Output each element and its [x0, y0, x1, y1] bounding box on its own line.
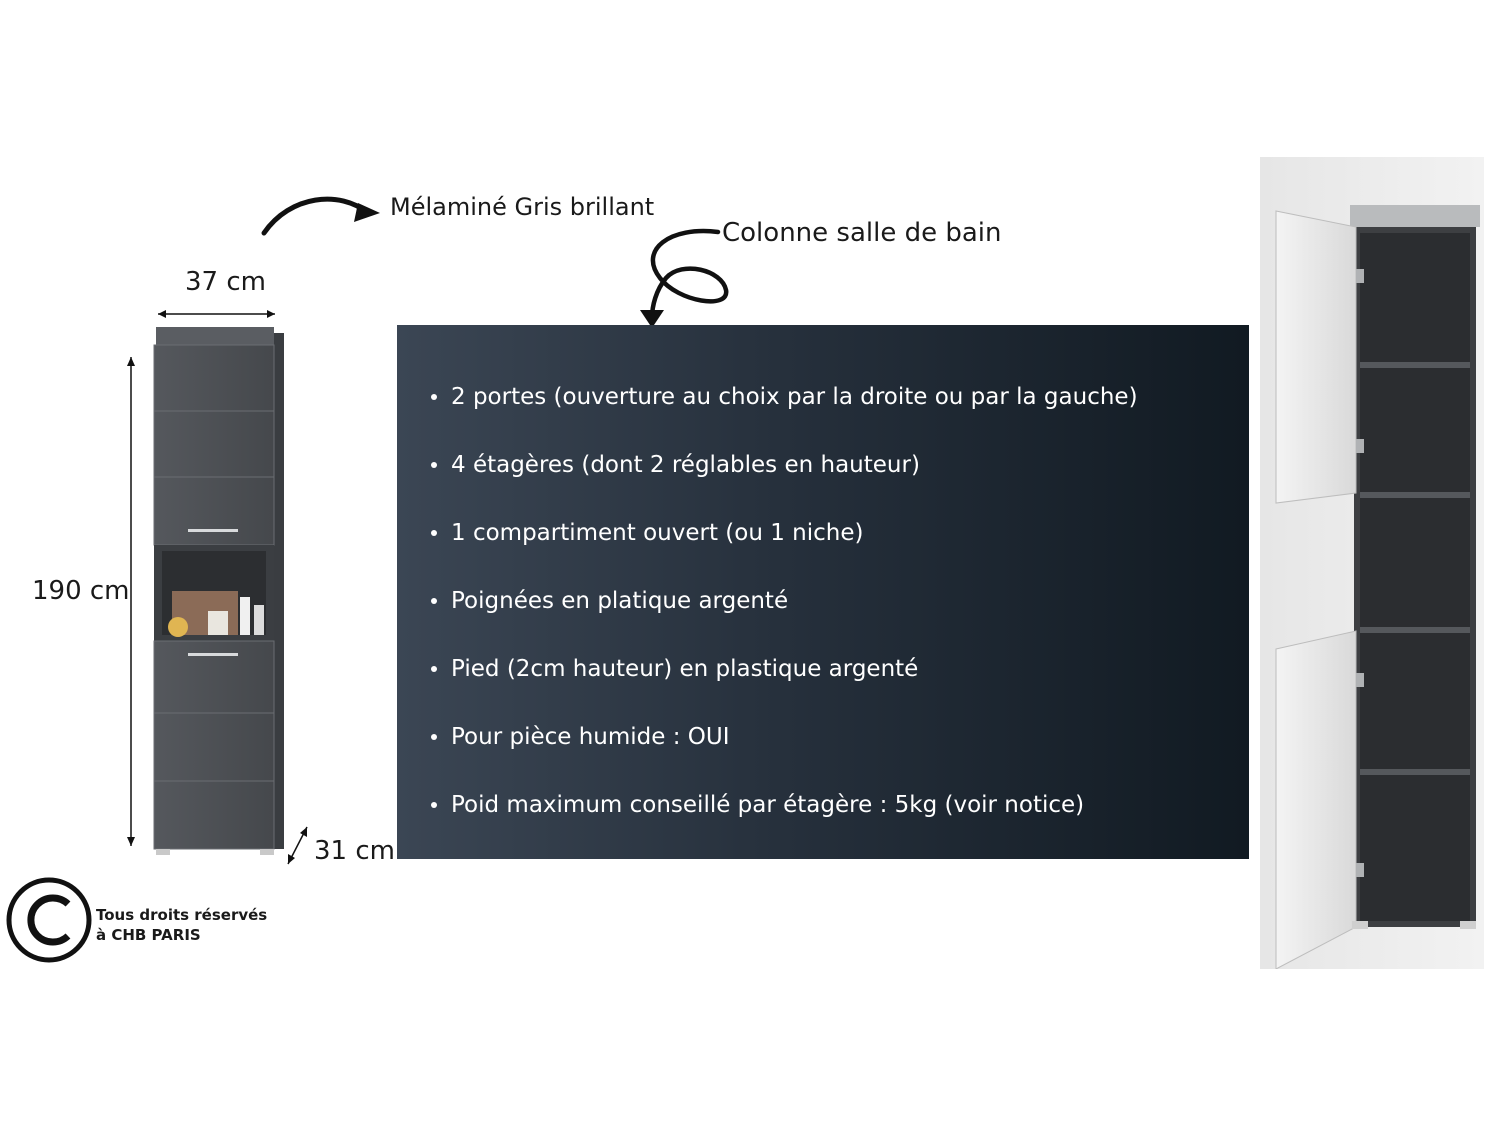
list-item [431, 567, 1138, 635]
feature-list [431, 363, 1138, 839]
list-item [431, 499, 1138, 567]
list-item [431, 363, 1138, 431]
feature-text: 4 étagères (dont 2 réglables en hauteur) [451, 452, 920, 478]
copyright-text [96, 905, 267, 945]
features-panel [397, 325, 1249, 859]
bullet-icon [431, 394, 437, 400]
cabinet-photo [1260, 157, 1484, 969]
bullet-icon [431, 598, 437, 604]
bullet-icon [431, 802, 437, 808]
feature-text: 1 compartiment ouvert (ou 1 niche) [451, 520, 864, 546]
copyright-line-1: Tous droits réservés [96, 906, 268, 924]
bullet-icon [431, 530, 437, 536]
list-item [431, 635, 1138, 703]
list-item [431, 431, 1138, 499]
copyright-line-2: à CHB PARIS [96, 926, 201, 944]
cabinet-illustration [150, 325, 290, 860]
feature-text: Pied (2cm hauteur) en plastique argenté [451, 656, 919, 682]
bullet-icon [431, 734, 437, 740]
product-label: Colonne salle de bain [722, 218, 1002, 248]
product-arrow-icon [630, 220, 740, 335]
finish-label: Mélaminé Gris brillant [390, 193, 655, 221]
feature-text: Pour pièce humide : OUI [451, 724, 730, 750]
dimension-depth: 31 cm [314, 836, 395, 866]
list-item [431, 771, 1138, 839]
feature-text: 2 portes (ouverture au choix par la droite ou par la gauche) [451, 384, 1138, 410]
bullet-icon [431, 666, 437, 672]
copyright-icon [6, 874, 94, 966]
dimension-width: 37 cm [185, 267, 266, 297]
bullet-icon [431, 462, 437, 468]
dimension-height: 190 cm [32, 576, 130, 606]
feature-text: Poid maximum conseillé par étagère : 5kg (voir notice) [451, 792, 1085, 818]
list-item [431, 703, 1138, 771]
feature-text: Poignées en platique argenté [451, 588, 789, 614]
